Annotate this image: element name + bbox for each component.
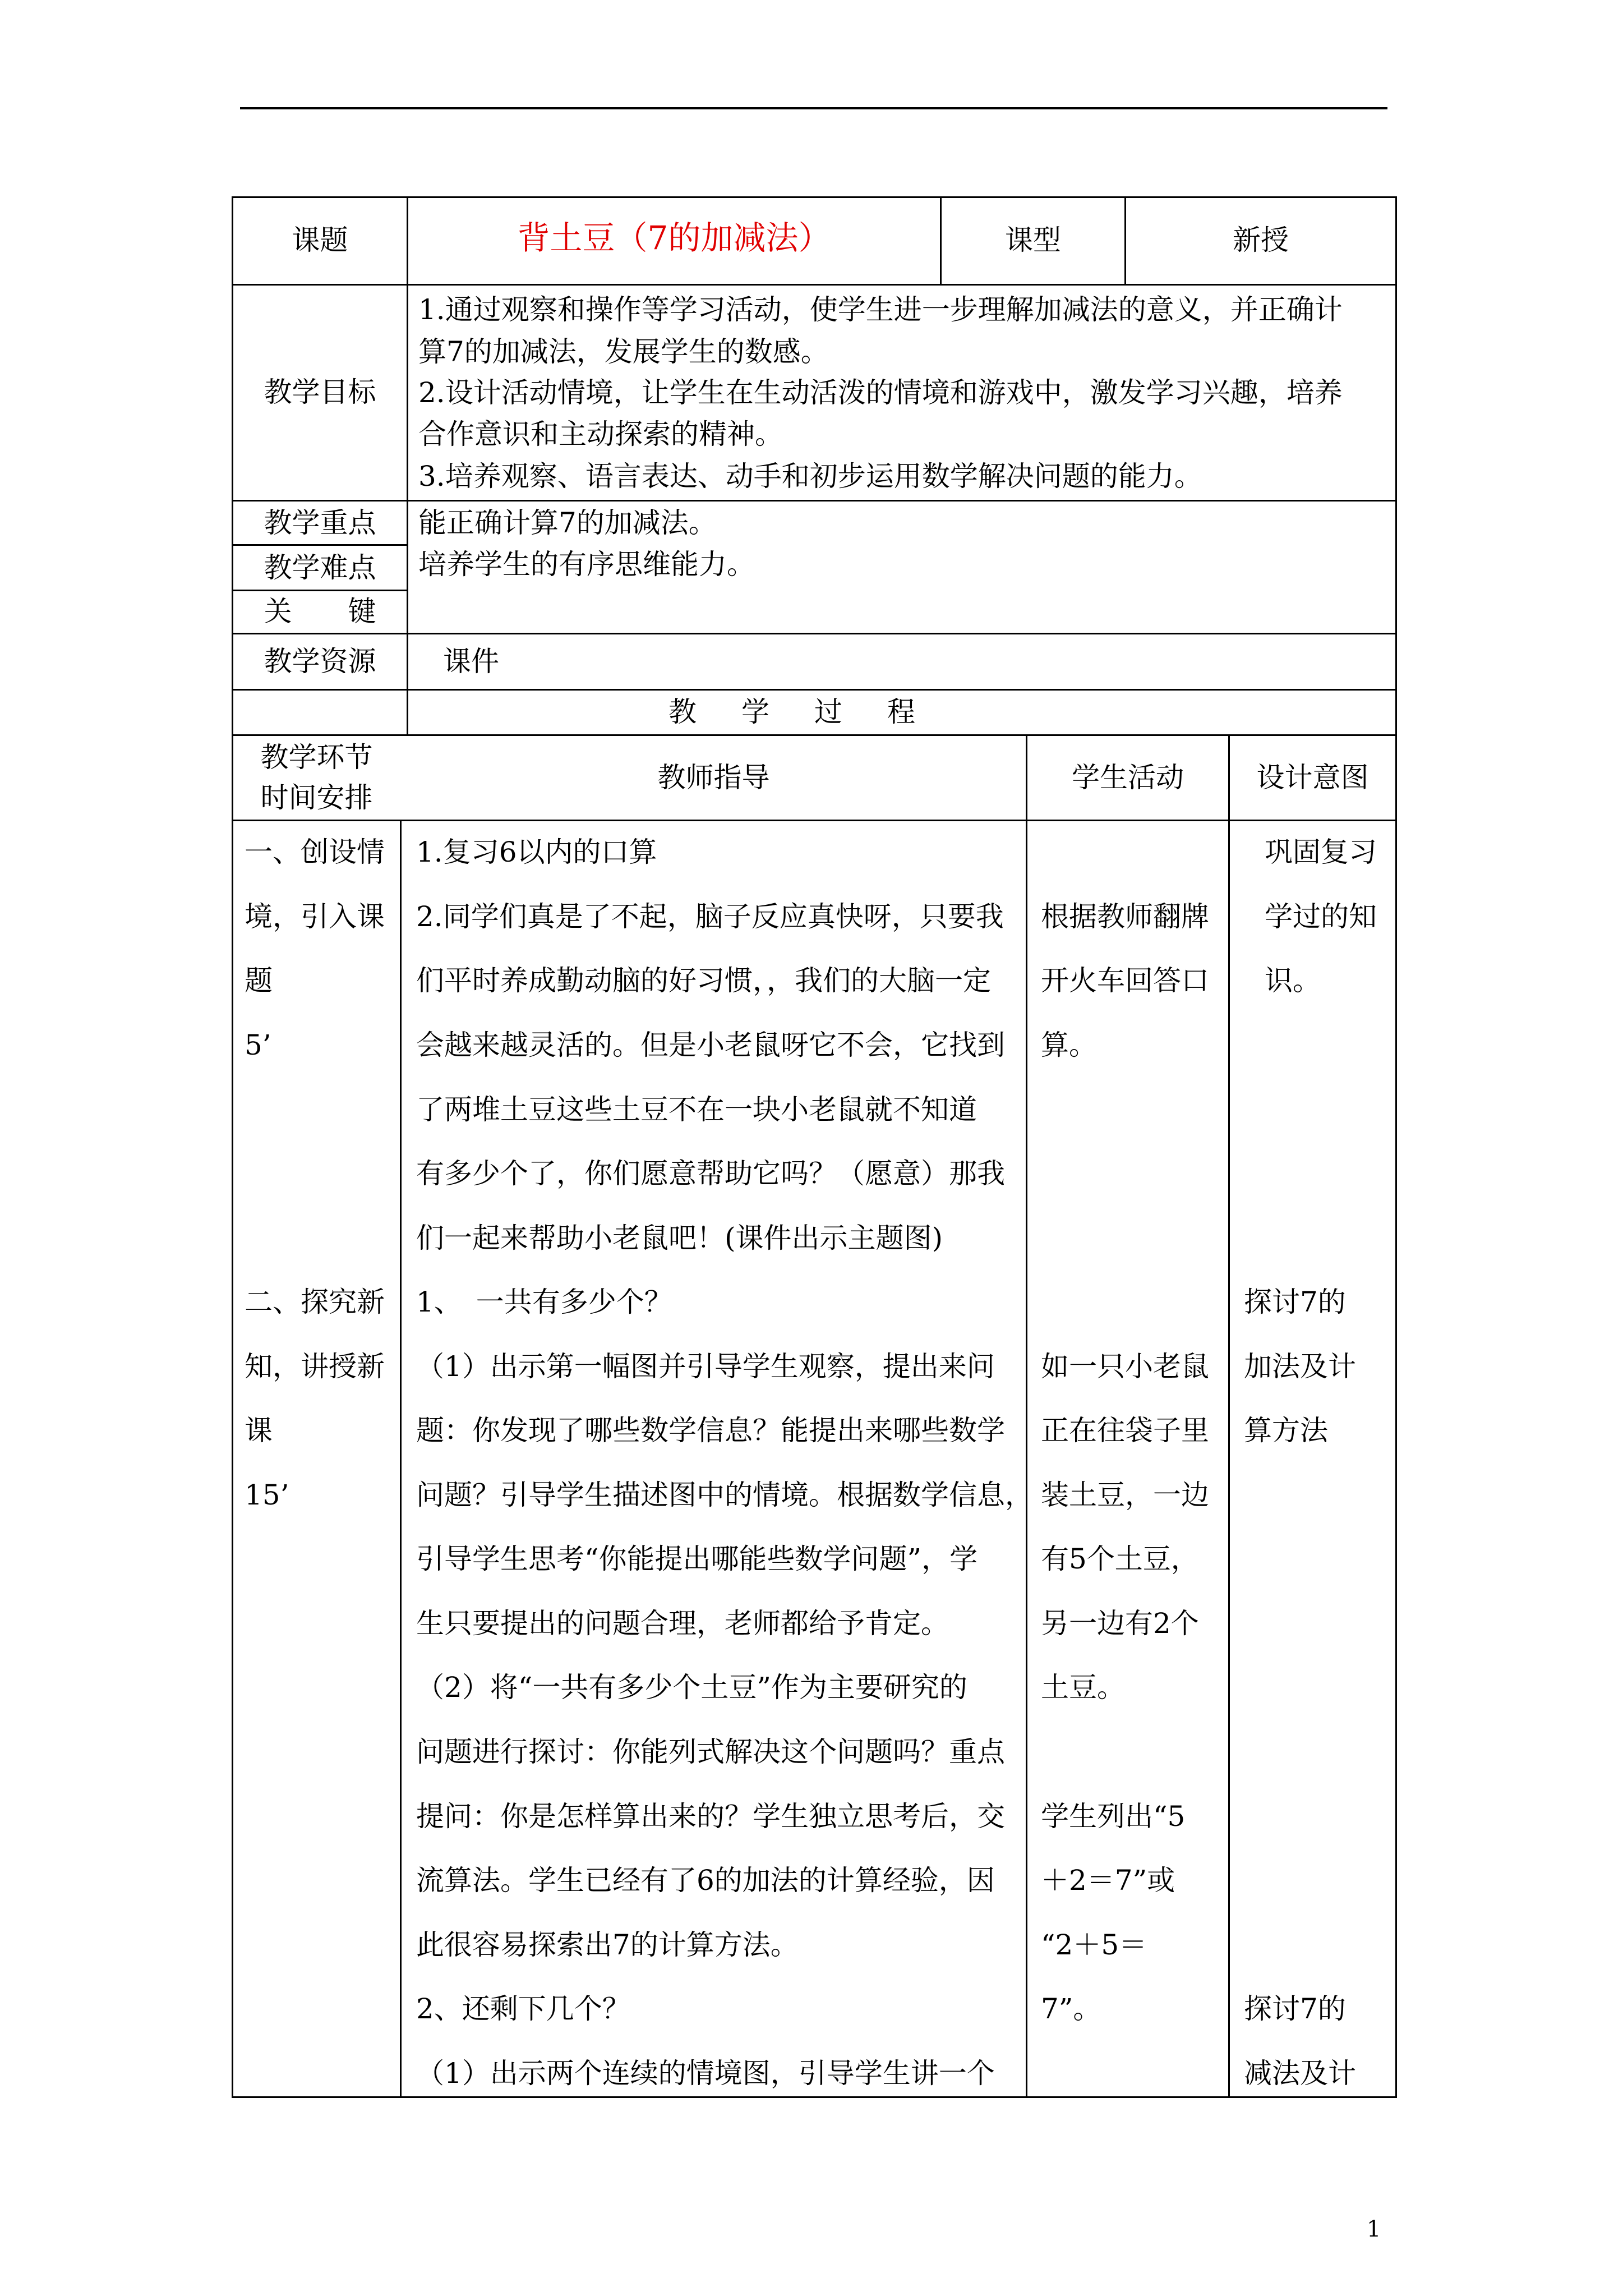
teacher-line: 2.同学们真是了不起，脑子反应真快呀，只要我 bbox=[416, 900, 1004, 933]
resources-text: 课件 bbox=[443, 645, 499, 678]
objectives-label: 教学目标 bbox=[264, 376, 376, 408]
col-divider bbox=[1228, 734, 1230, 2098]
intent-line: 识。 bbox=[1265, 964, 1321, 997]
resources-label: 教学资源 bbox=[264, 645, 376, 678]
stage-header: 教学环节 bbox=[260, 741, 373, 774]
objectives-line: 1.通过观察和操作等学习活动，使学生进一步理解加减法的意义，并正确计 bbox=[418, 293, 1343, 326]
row-divider bbox=[232, 734, 1397, 736]
teacher-line: （1）出示第一幅图并引导学生观察，提出来问 bbox=[416, 1350, 995, 1383]
table-border-left bbox=[232, 196, 233, 2098]
student-line: 土豆。 bbox=[1041, 1671, 1125, 1704]
difficulty-text: 培养学生的有序思维能力。 bbox=[418, 548, 755, 581]
intent-line: 探讨7的 bbox=[1244, 1993, 1346, 2025]
stage-2-line: 课 bbox=[245, 1414, 273, 1447]
page-number: 1 bbox=[1367, 2216, 1381, 2242]
student-line: 装土豆，一边 bbox=[1041, 1479, 1209, 1511]
teacher-line: 生只要提出的问题合理，老师都给予肯定。 bbox=[416, 1607, 949, 1640]
teacher-line: 此很容易探索出7的计算方法。 bbox=[416, 1929, 799, 1961]
row-divider bbox=[232, 544, 408, 546]
objectives-line: 算7的加减法，发展学生的数感。 bbox=[418, 335, 829, 368]
teacher-line: 1.复习6以内的口算 bbox=[416, 836, 657, 868]
teacher-line: 们平时养成勤动脑的好习惯，，我们的大脑一定 bbox=[416, 964, 991, 997]
teacher-line: （2）将“一共有多少个土豆”作为主要研究的 bbox=[416, 1671, 967, 1704]
time-header: 时间安排 bbox=[260, 781, 373, 814]
table-border-right bbox=[1395, 196, 1397, 2098]
crux-label: 关 键 bbox=[264, 595, 376, 628]
stage-1-line: 一、创设情 bbox=[245, 836, 385, 868]
student-line: ＋2＝7”或 bbox=[1041, 1864, 1175, 1897]
header-rule bbox=[240, 107, 1387, 109]
lesson-type-value: 新授 bbox=[1233, 224, 1289, 256]
student-line: 学生列出“5 bbox=[1041, 1800, 1186, 1833]
col-divider bbox=[407, 196, 408, 734]
student-line: 算。 bbox=[1041, 1029, 1097, 1061]
row-divider bbox=[232, 590, 408, 591]
topic-label: 课题 bbox=[292, 224, 348, 256]
teacher-line: 2、还剩下几个？ bbox=[416, 1993, 630, 2025]
student-line: 另一边有2个 bbox=[1041, 1607, 1199, 1640]
stage-1-time: 5’ bbox=[245, 1029, 271, 1061]
student-header: 学生活动 bbox=[1072, 761, 1184, 794]
student-line: 如一只小老鼠 bbox=[1041, 1350, 1209, 1383]
intent-line: 加法及计 bbox=[1244, 1350, 1356, 1383]
intent-line: 算方法 bbox=[1244, 1414, 1328, 1447]
col-divider bbox=[400, 820, 402, 2098]
lesson-title: 背土豆（7的加减法） bbox=[517, 219, 831, 257]
teacher-header: 教师指导 bbox=[657, 761, 770, 794]
col-divider bbox=[1026, 734, 1027, 2098]
objectives-line: 3.培养观察、语言表达、动手和初步运用数学解决问题的能力。 bbox=[418, 460, 1202, 493]
stage-2-line: 知，讲授新 bbox=[245, 1350, 385, 1383]
intent-line: 学过的知 bbox=[1265, 900, 1377, 933]
objectives-line: 合作意识和主动探索的精神。 bbox=[418, 418, 783, 450]
key-point-text: 能正确计算7的加减法。 bbox=[418, 507, 717, 539]
teacher-line: 流算法。学生已经有了6的加法的计算经验，因 bbox=[416, 1864, 995, 1897]
stage-2-time: 15’ bbox=[245, 1479, 289, 1511]
difficulty-label: 教学难点 bbox=[264, 551, 376, 584]
teacher-line: （1）出示两个连续的情境图，引导学生讲一个 bbox=[416, 2057, 995, 2090]
key-point-label: 教学重点 bbox=[264, 507, 376, 539]
teacher-line: 问题进行探讨：你能列式解决这个问题吗？重点 bbox=[416, 1736, 1005, 1768]
stage-1-line: 题 bbox=[245, 964, 273, 997]
student-line: 开火车回答口 bbox=[1041, 964, 1209, 997]
teacher-line: 提问：你是怎样算出来的？学生独立思考后，交 bbox=[416, 1800, 1005, 1833]
intent-line: 减法及计 bbox=[1244, 2057, 1356, 2090]
student-line: 有5个土豆， bbox=[1041, 1543, 1199, 1575]
teacher-line: 引导学生思考“你能提出哪能些数学问题”，学 bbox=[416, 1543, 978, 1575]
intent-header: 设计意图 bbox=[1256, 761, 1369, 794]
teacher-line: 们一起来帮助小老鼠吧！(课件出示主题图) bbox=[416, 1222, 943, 1254]
objectives-line: 2.设计活动情境，让学生在生动活泼的情境和游戏中，激发学习兴趣，培养 bbox=[418, 376, 1343, 409]
teacher-line: 会越来越灵活的。但是小老鼠呀它不会，它找到 bbox=[416, 1029, 1005, 1061]
stage-2-line: 二、探究新 bbox=[245, 1286, 385, 1318]
row-divider bbox=[232, 820, 1397, 821]
student-line: 根据教师翻牌 bbox=[1041, 900, 1209, 933]
teacher-line: 题：你发现了哪些数学信息？能提出来哪些数学 bbox=[416, 1414, 1005, 1447]
teacher-line: 了两堆土豆这些土豆不在一块小老鼠就不知道 bbox=[416, 1093, 977, 1126]
stage-1-line: 境，引入课 bbox=[245, 900, 385, 933]
teacher-line: 问题？引导学生描述图中的情境。根据数学信息， bbox=[416, 1479, 1033, 1511]
student-line: 7”。 bbox=[1041, 1993, 1101, 2025]
intent-line: 探讨7的 bbox=[1244, 1286, 1346, 1318]
teacher-line: 1、 一共有多少个？ bbox=[416, 1286, 672, 1318]
student-line: “2＋5＝ bbox=[1041, 1929, 1147, 1961]
intent-line: 巩固复习 bbox=[1265, 836, 1377, 868]
process-title: 教学过程 bbox=[668, 696, 960, 728]
lesson-type-label: 课型 bbox=[1005, 224, 1061, 256]
teacher-line: 有多少个了，你们愿意帮助它吗？（愿意）那我 bbox=[416, 1157, 1005, 1190]
student-line: 正在往袋子里 bbox=[1041, 1414, 1209, 1447]
table-border-bottom bbox=[232, 2096, 1397, 2098]
